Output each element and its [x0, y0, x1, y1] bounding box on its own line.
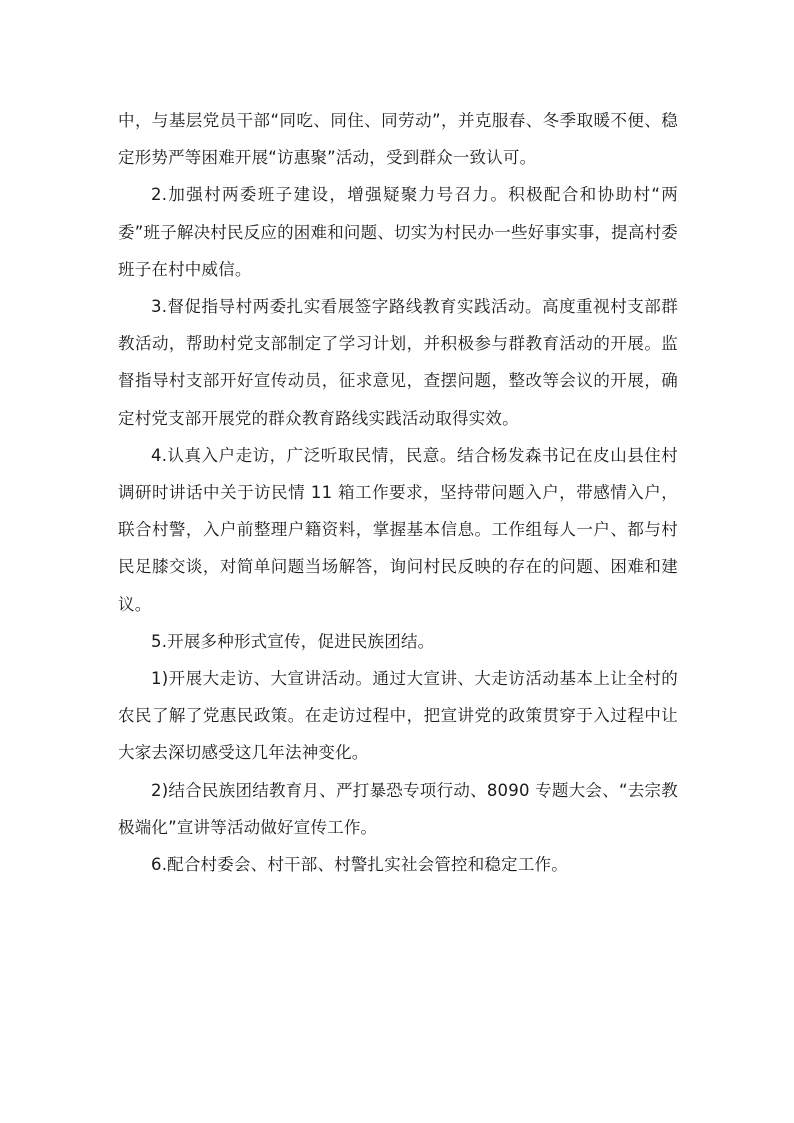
paragraph-subitem-1: 1)开展大走访、大宣讲活动。通过大宣讲、大走访活动基本上让全村的农民了解了党惠民政策。在走访过程中，把宣讲党的政策贯穿于入过程中让大家去深切感受这几年法神变化。 — [118, 669, 678, 763]
paragraph-subitem-2: 2)结合民族团结教育月、严打暴恐专项行动、8090 专题大会、“去宗教极端化”宣讲等活动做好宣传工作。 — [118, 780, 678, 837]
paragraph-item-2: 2.加强村两委班子建设，增强疑聚力号召力。积极配合和协助村“两委”班子解决村民反应的困难和问题、切实为村民办一些好事实事，提高村委班子在村中威信。 — [118, 185, 678, 279]
document-body — [118, 102, 678, 883]
paragraph-continuation: 中，与基层党员干部“同吃、同住、同劳动”，并克服春、冬季取暖不便、稳定形势严等困难开展“访惠聚”活动，受到群众一致认可。 — [118, 111, 678, 168]
paragraph-item-6: 6.配合村委会、村干部、村警扎实社会管控和稳定工作。 — [151, 855, 568, 875]
paragraph-item-4: 4.认真入户走访，广泛听取民情，民意。结合杨发森书记在皮山县住村调研时讲话中关于访民情 11 箱工作要求，坚持带问题入户，带感情入户，联合村警，入户前整理户籍资料，掌握基本信息。工作组每人一户、都与村民足膝交谈，对简单问题当场解答，询问村民反映的存在的问题、困难和建议。 — [118, 445, 678, 614]
paragraph-item-3: 3.督促指导村两委扎实看展签字路线教育实践活动。高度重视村支部群教活动，帮助村党支部制定了学习计划，并积极参与群教育活动的开展。监督指导村支部开好宣传动员，征求意见，查摆问题，整改等会议的开展，确定村党支部开展党的群众教育路线实践活动取得实效。 — [118, 297, 678, 428]
paragraph-item-5: 5.开展多种形式宣传，促进民族团结。 — [151, 631, 435, 651]
